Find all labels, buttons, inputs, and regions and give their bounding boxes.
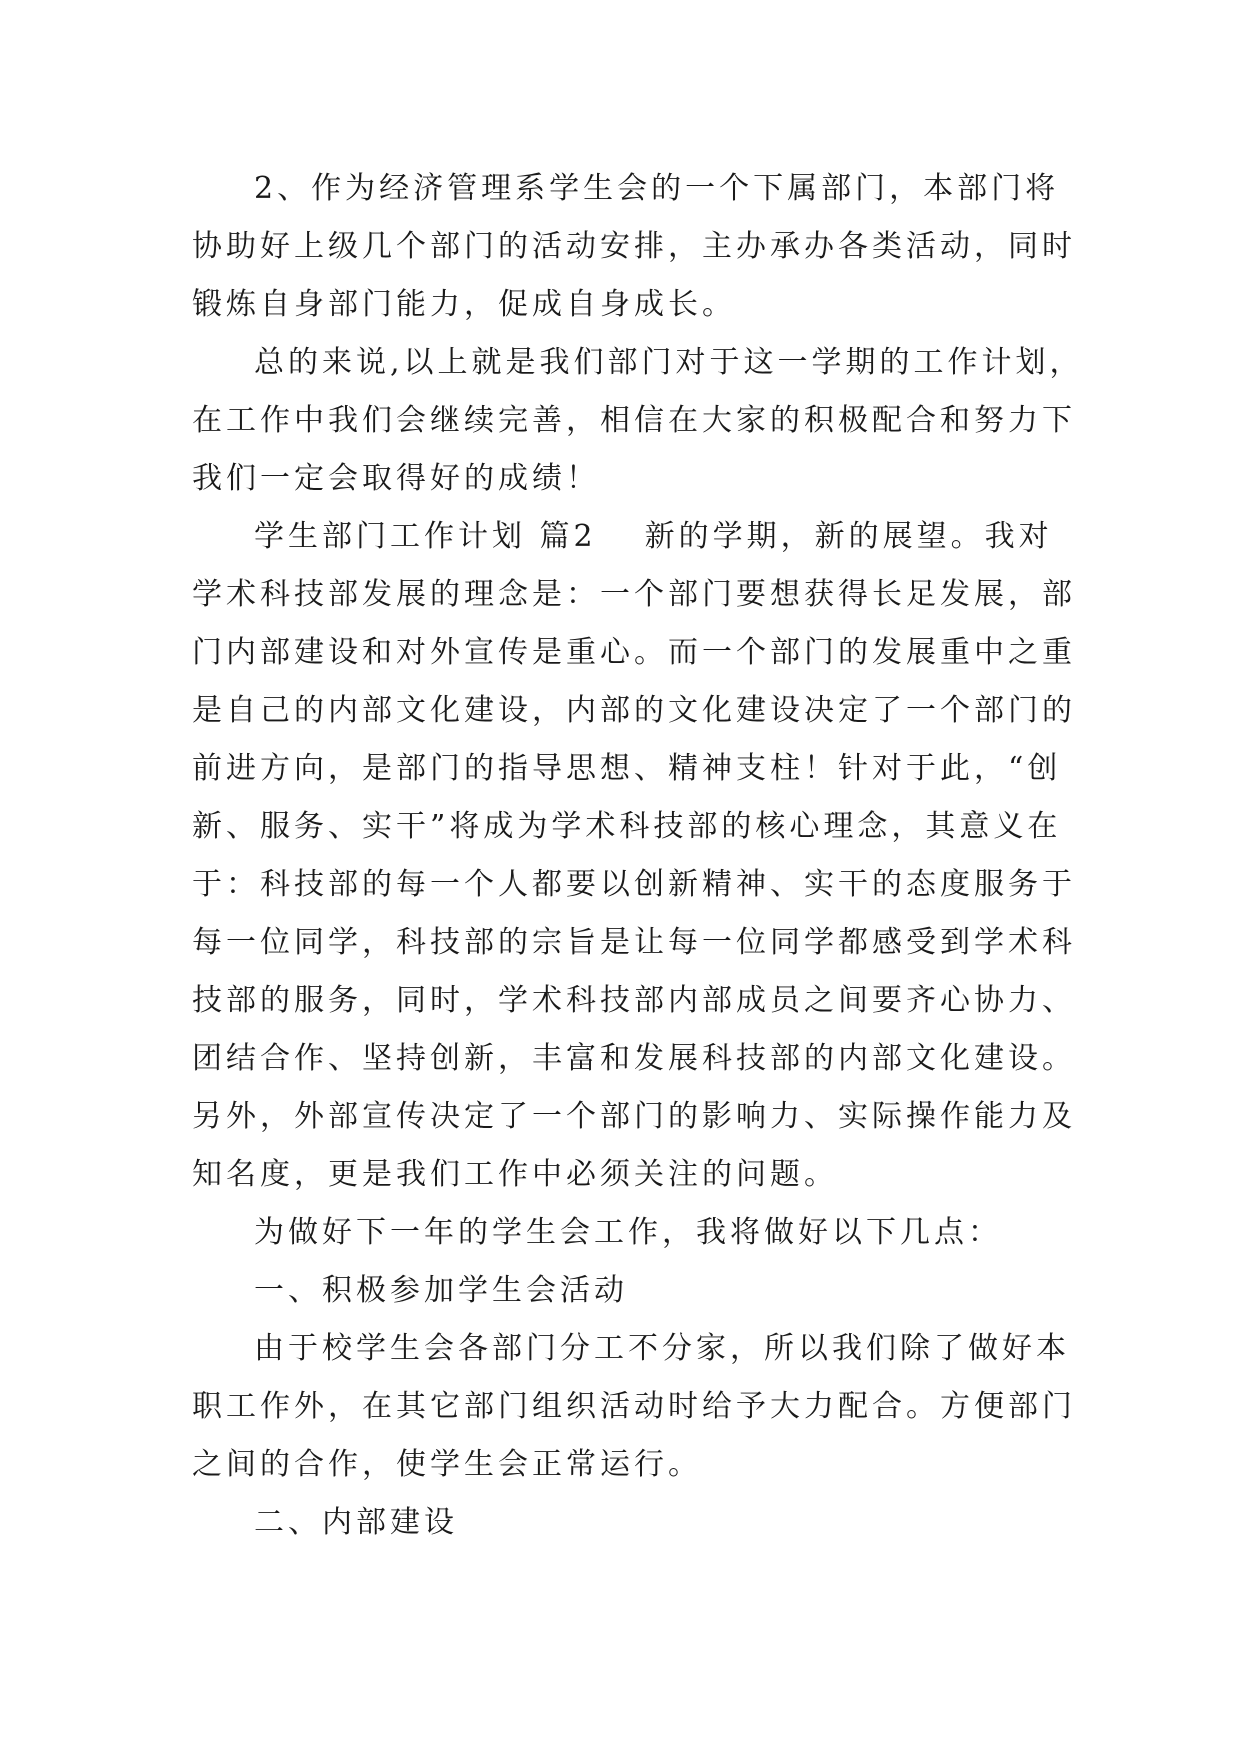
text-line xyxy=(192,508,1072,566)
text-line: 于：科技部的每一个人都要以创新精神、实干的态度服务于 xyxy=(192,867,1076,902)
text-line: 另外，外部宣传决定了一个部门的影响力、实际操作能力及 xyxy=(192,1099,1076,1134)
paragraph-6 xyxy=(192,1320,1076,1494)
text-line: 之间的合作，使学生会正常运行。 xyxy=(192,1447,702,1482)
document-body xyxy=(192,160,1084,1552)
paragraph-1 xyxy=(192,160,1076,334)
paragraph-4 xyxy=(192,1204,1072,1262)
paragraph-3 xyxy=(192,508,1076,1204)
text-line: 技部的服务，同时，学术科技部内部成员之间要齐心协力、 xyxy=(192,983,1076,1018)
text-line: 新、服务、实干”将成为学术科技部的核心理念，其意义在 xyxy=(192,809,1062,844)
text-line: 协助好上级几个部门的活动安排，主办承办各类活动，同时 xyxy=(192,229,1076,264)
text-line: 在工作中我们会继续完善，相信在大家的积极配合和努力下 xyxy=(192,403,1076,438)
text-line: 门内部建设和对外宣传是重心。而一个部门的发展重中之重 xyxy=(192,635,1076,670)
text-line: 由于校学生会各部门分工不分家，所以我们除了做好本 xyxy=(254,1331,1070,1366)
paragraph-7 xyxy=(192,1494,1072,1552)
subheading: 一、积极参加学生会活动 xyxy=(254,1273,628,1308)
paragraph-2 xyxy=(192,334,1084,508)
subheading: 二、内部建设 xyxy=(254,1505,458,1540)
section-heading: 学生部门工作计划 篇2 xyxy=(254,519,597,554)
text-fragment: 新的学期，新的展望。我对 xyxy=(644,519,1053,554)
text-line: 我们一定会取得好的成绩！ xyxy=(192,461,600,496)
paragraph-5 xyxy=(192,1262,1072,1320)
text-line: 锻炼自身部门能力，促成自身成长。 xyxy=(192,287,736,322)
text-line: 为做好下一年的学生会工作，我将做好以下几点： xyxy=(254,1215,1002,1250)
text-line: 2、作为经济管理系学生会的一个下属部门，本部门将 xyxy=(254,171,1060,206)
text-line: 是自己的内部文化建设，内部的文化建设决定了一个部门的 xyxy=(192,693,1076,728)
text-line: 学术科技部发展的理念是：一个部门要想获得长足发展，部 xyxy=(192,577,1076,612)
text-line: 每一位同学，科技部的宗旨是让每一位同学都感受到学术科 xyxy=(192,925,1076,960)
text-line: 前进方向，是部门的指导思想、精神支柱！针对于此，“创 xyxy=(192,751,1062,786)
text-line: 知名度，更是我们工作中必须关注的问题。 xyxy=(192,1157,838,1192)
text-line: 总的来说,以上就是我们部门对于这一学期的工作计划， xyxy=(254,345,1084,380)
text-line: 职工作外，在其它部门组织活动时给予大力配合。方便部门 xyxy=(192,1389,1076,1424)
text-line: 团结合作、坚持创新，丰富和发展科技部的内部文化建设。 xyxy=(192,1041,1076,1076)
